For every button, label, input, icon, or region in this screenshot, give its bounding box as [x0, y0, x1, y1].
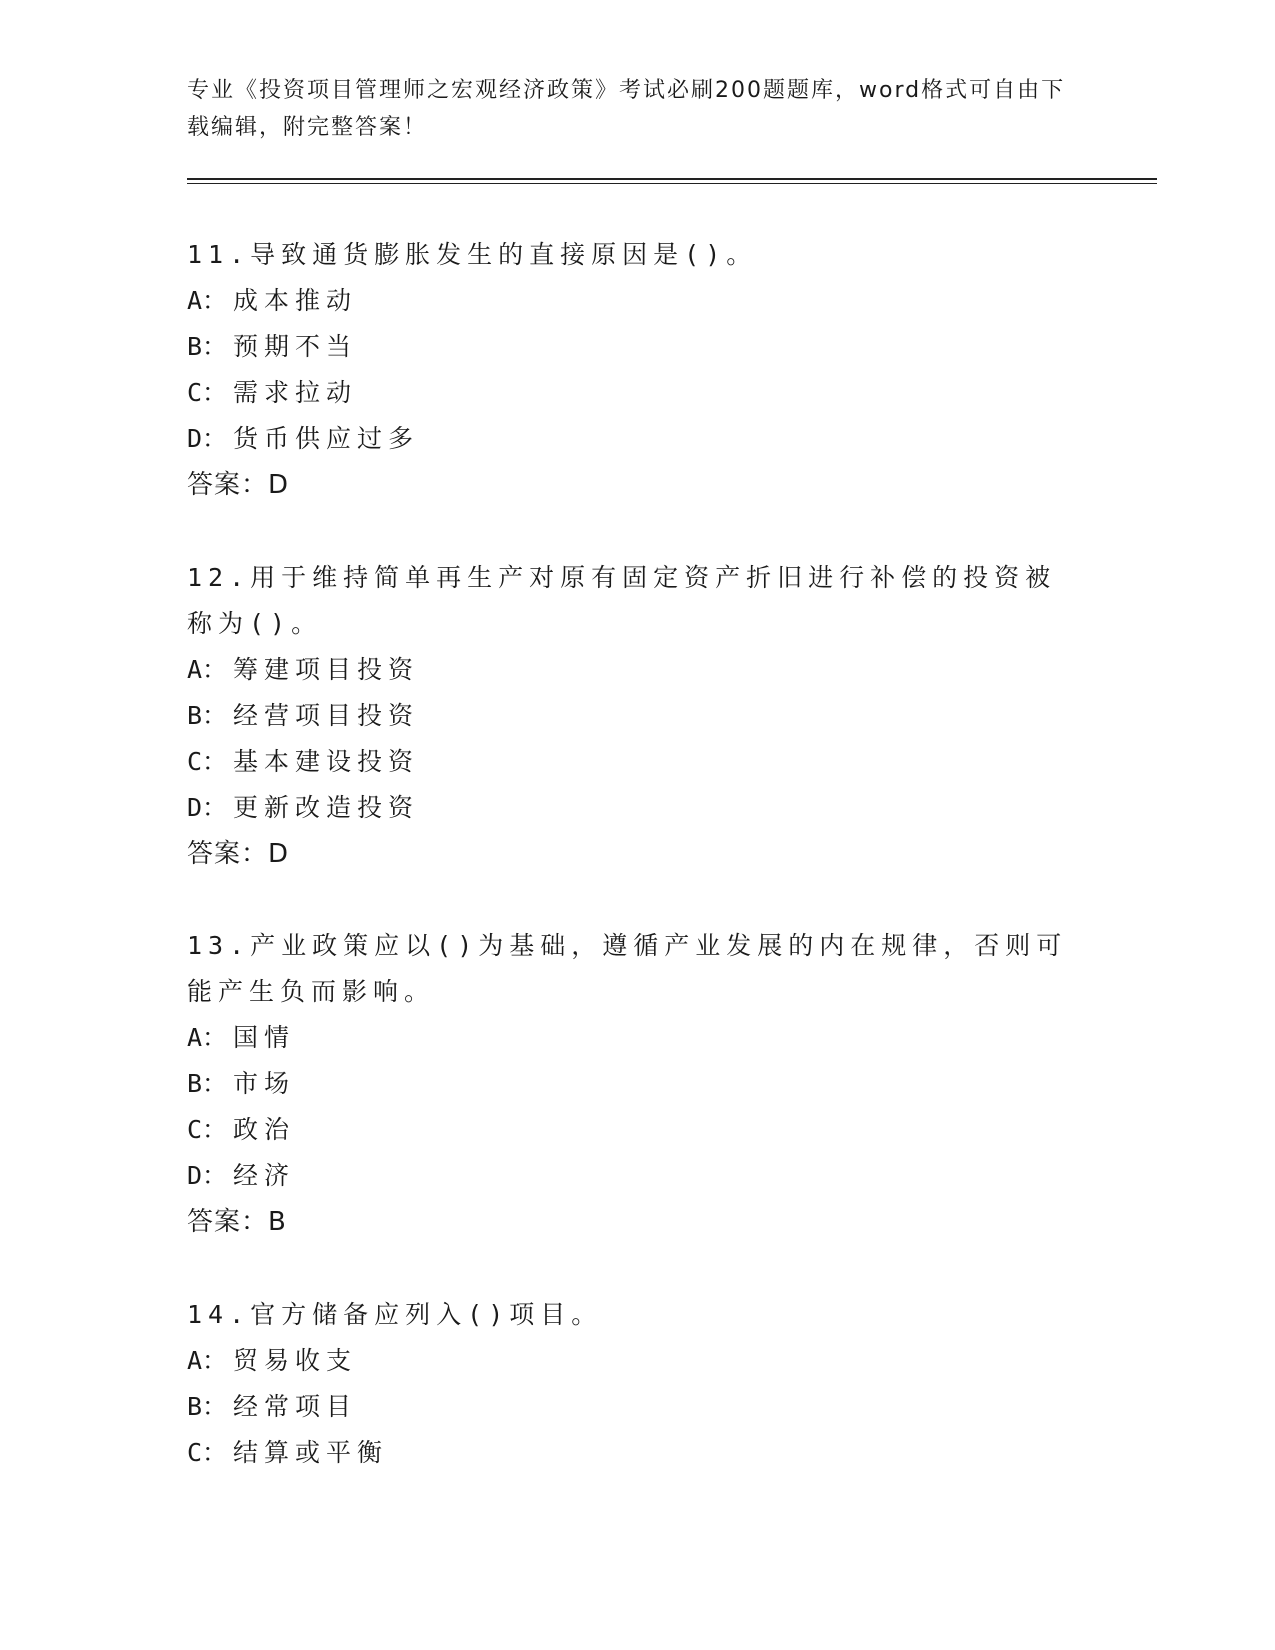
option-text: 国情 [233, 1023, 296, 1052]
option-text: 经营项目投资 [233, 701, 420, 730]
option-c [187, 370, 1087, 416]
option-a [187, 647, 1087, 693]
option-b [187, 1061, 1087, 1107]
option-text: 经济 [233, 1161, 296, 1190]
option-d [187, 785, 1087, 831]
option-d [187, 1153, 1087, 1199]
option-text: 政治 [233, 1115, 296, 1144]
answer: 答案：D [187, 470, 290, 500]
option-c [187, 739, 1087, 785]
option-text: 货币供应过多 [233, 424, 420, 453]
answer: 答案：B [187, 1207, 287, 1237]
option-letter: B： [187, 1392, 228, 1421]
answer: 答案：D [187, 839, 290, 869]
option-text: 基本建设投资 [233, 747, 420, 776]
option-letter: A： [187, 1346, 228, 1375]
question-14 [187, 1292, 1087, 1476]
option-b [187, 1384, 1087, 1430]
option-a [187, 278, 1087, 324]
option-letter: C： [187, 378, 228, 407]
question-stem: 11.导致通货膨胀发生的直接原因是()。 [187, 240, 758, 269]
question-stem: 12.用于维持简单再生产对原有固定资产折旧进行补偿的投资被称为()。 [187, 563, 1057, 638]
option-letter: C： [187, 1438, 228, 1467]
option-letter: A： [187, 1023, 228, 1052]
option-letter: C： [187, 1115, 228, 1144]
option-letter: D： [187, 424, 228, 453]
question-13 [187, 923, 1087, 1245]
option-letter: C： [187, 747, 228, 776]
option-letter: D： [187, 793, 228, 822]
option-letter: A： [187, 655, 228, 684]
option-b [187, 324, 1087, 370]
option-d [187, 416, 1087, 462]
option-letter: D： [187, 1161, 228, 1190]
option-text: 贸易收支 [233, 1346, 358, 1375]
option-text: 市场 [233, 1069, 296, 1098]
header-divider-top [187, 178, 1157, 180]
header-divider-bottom [187, 183, 1157, 184]
option-c [187, 1107, 1087, 1153]
question-12 [187, 555, 1087, 877]
option-b [187, 693, 1087, 739]
option-letter: B： [187, 1069, 228, 1098]
option-a [187, 1015, 1087, 1061]
option-letter: B： [187, 332, 228, 361]
question-11 [187, 232, 1087, 508]
option-a [187, 1338, 1087, 1384]
document-intro: 专业《投资项目管理师之宏观经济政策》考试必刷200题题库，word格式可自由下载编辑，附完整答案！ [187, 78, 1066, 140]
option-text: 更新改造投资 [233, 793, 420, 822]
option-text: 成本推动 [233, 286, 358, 315]
option-text: 预期不当 [233, 332, 358, 361]
question-stem: 13.产业政策应以()为基础，遵循产业发展的内在规律，否则可能产生负而影响。 [187, 931, 1068, 1006]
option-text: 筹建项目投资 [233, 655, 420, 684]
question-stem: 14.官方储备应列入()项目。 [187, 1300, 603, 1329]
option-letter: B： [187, 701, 228, 730]
option-text: 结算或平衡 [233, 1438, 389, 1467]
option-text: 经常项目 [233, 1392, 358, 1421]
option-text: 需求拉动 [233, 378, 358, 407]
option-c [187, 1430, 1087, 1476]
option-letter: A： [187, 286, 228, 315]
